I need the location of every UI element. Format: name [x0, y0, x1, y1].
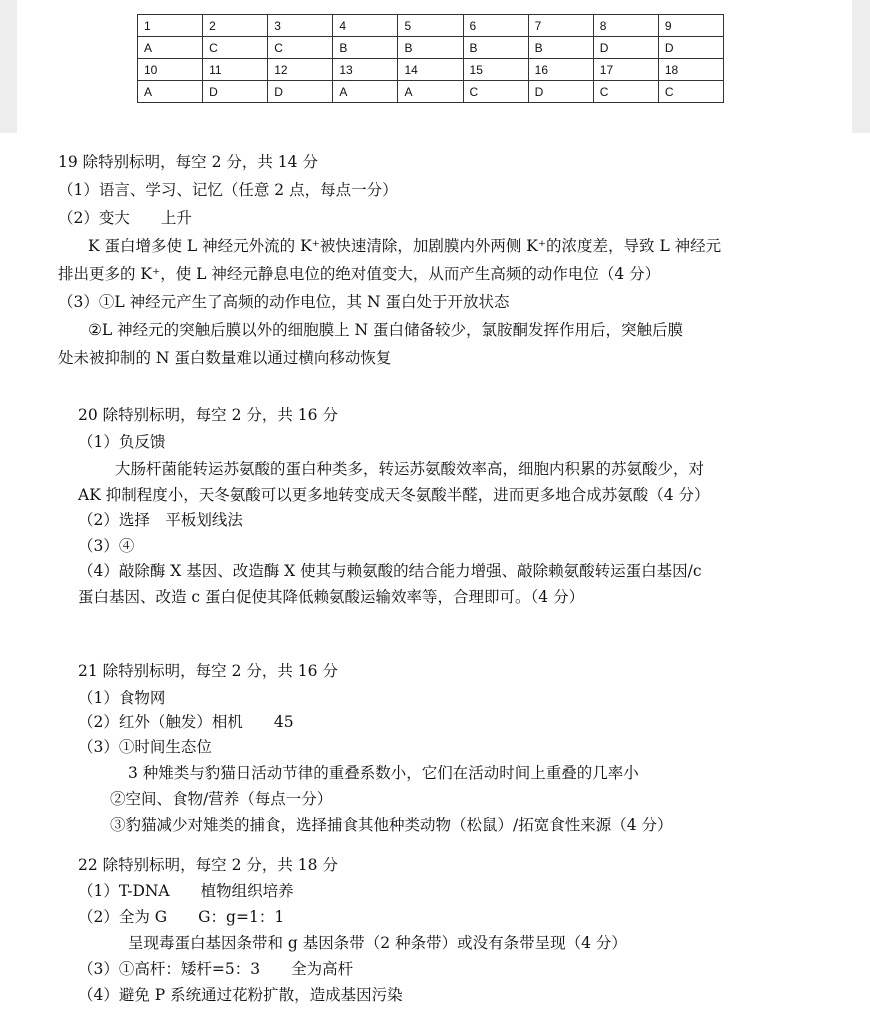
table-cell: 11	[203, 59, 268, 81]
q21-part3b: ②空间、食物/营养（每点一分）	[110, 790, 333, 808]
table-cell: D	[203, 81, 268, 103]
table-cell: 2	[203, 15, 268, 37]
table-cell: A	[398, 81, 463, 103]
q20-part4-cont: 蛋白基因、改造 c 蛋白促使其降低赖氨酸运输效率等，合理即可。（4 分）	[78, 588, 585, 606]
q20-part2: （2）选择 平板划线法	[78, 511, 243, 529]
table-cell: 5	[398, 15, 463, 37]
q22-part4: （4）避免 P 系统通过花粉扩散，造成基因污染	[78, 986, 403, 1004]
q19-part2-explanation: K 蛋白增多使 L 神经元外流的 K⁺被快速清除，加剧膜内外两侧 K⁺的浓度差，导致 L 神经元	[88, 237, 722, 255]
table-cell: 4	[333, 15, 398, 37]
table-cell: C	[203, 37, 268, 59]
q19-part3a: （3）①L 神经元产生了高频的动作电位，其 N 蛋白处于开放状态	[58, 293, 510, 311]
table-cell: A	[333, 81, 398, 103]
q20-part1-explanation-cont: AK 抑制程度小，天冬氨酸可以更多地转变成天冬氨酸半醛，进而更多地合成苏氨酸（4 分）	[78, 486, 710, 504]
table-cell: B	[463, 37, 528, 59]
q21-part3c: ③豹猫减少对雉类的捕食，选择捕食其他种类动物（松鼠）/拓宽食性来源（4 分）	[110, 816, 673, 834]
table-cell: 6	[463, 15, 528, 37]
answer-table	[137, 14, 724, 103]
q19-part2: （2）变大 上升	[58, 209, 192, 227]
table-row	[138, 37, 724, 59]
q19-part3b-cont: 处未被抑制的 N 蛋白数量难以通过横向移动恢复	[58, 349, 392, 367]
q21-header: 21 除特别标明，每空 2 分，共 16 分	[78, 662, 338, 680]
table-cell: 13	[333, 59, 398, 81]
table-cell: 1	[138, 15, 203, 37]
table-cell: B	[398, 37, 463, 59]
table-row	[138, 59, 724, 81]
q22-part2: （2）全为 G G：g=1：1	[78, 908, 285, 926]
table-cell: 14	[398, 59, 463, 81]
q22-part3: （3）①高杆：矮杆=5：3 全为高杆	[78, 960, 354, 978]
table-cell: 10	[138, 59, 203, 81]
q21-part3a-explanation: 3 种雉类与豹猫日活动节律的重叠系数小，它们在活动时间上重叠的几率小	[128, 764, 639, 782]
table-row	[138, 15, 724, 37]
table-cell: D	[268, 81, 333, 103]
table-cell: D	[593, 37, 658, 59]
table-cell: C	[593, 81, 658, 103]
table-cell: A	[138, 81, 203, 103]
table-cell: B	[528, 37, 593, 59]
q20-part4: （4）敲除酶 X 基因、改造酶 X 使其与赖氨酸的结合能力增强、敲除赖氨酸转运蛋白基因/c	[78, 562, 702, 580]
q19-header: 19 除特别标明，每空 2 分，共 14 分	[58, 153, 318, 171]
table-cell: B	[333, 37, 398, 59]
table-cell: 16	[528, 59, 593, 81]
q22-part2-explanation: 呈现毒蛋白基因条带和 g 基因条带（2 种条带）或没有条带呈现（4 分）	[128, 934, 627, 952]
table-cell: 18	[658, 59, 723, 81]
table-row	[138, 81, 724, 103]
table-cell: 17	[593, 59, 658, 81]
q19-part2-explanation-cont: 排出更多的 K⁺，使 L 神经元静息电位的绝对值变大，从而产生高频的动作电位（4 分）	[58, 265, 661, 283]
table-cell: 15	[463, 59, 528, 81]
table-cell: 3	[268, 15, 333, 37]
table-cell: 12	[268, 59, 333, 81]
q22-header: 22 除特别标明，每空 2 分，共 18 分	[78, 856, 338, 874]
table-cell: 8	[593, 15, 658, 37]
table-cell: D	[658, 37, 723, 59]
table-cell: A	[138, 37, 203, 59]
table-cell: C	[658, 81, 723, 103]
q19-part3b: ②L 神经元的突触后膜以外的细胞膜上 N 蛋白储备较少，氯胺酮发挥作用后，突触后膜	[88, 321, 684, 339]
table-cell: D	[528, 81, 593, 103]
q21-part2: （2）红外（触发）相机 45	[78, 713, 294, 731]
q21-part3a: （3）①时间生态位	[78, 738, 212, 756]
table-cell: C	[268, 37, 333, 59]
q20-part3: （3）④	[78, 537, 135, 555]
table-cell: 7	[528, 15, 593, 37]
q20-part1: （1）负反馈	[78, 433, 166, 451]
q22-part1: （1）T-DNA 植物组织培养	[78, 882, 294, 900]
q20-part1-explanation: 大肠杆菌能转运苏氨酸的蛋白种类多，转运苏氨酸效率高，细胞内积累的苏氨酸少，对	[115, 460, 705, 478]
q21-part1: （1）食物网	[78, 689, 166, 707]
q19-part1: （1）语言、学习、记忆（任意 2 点，每点一分）	[58, 181, 398, 199]
q20-header: 20 除特别标明，每空 2 分，共 16 分	[78, 406, 338, 424]
table-cell: C	[463, 81, 528, 103]
table-cell: 9	[658, 15, 723, 37]
